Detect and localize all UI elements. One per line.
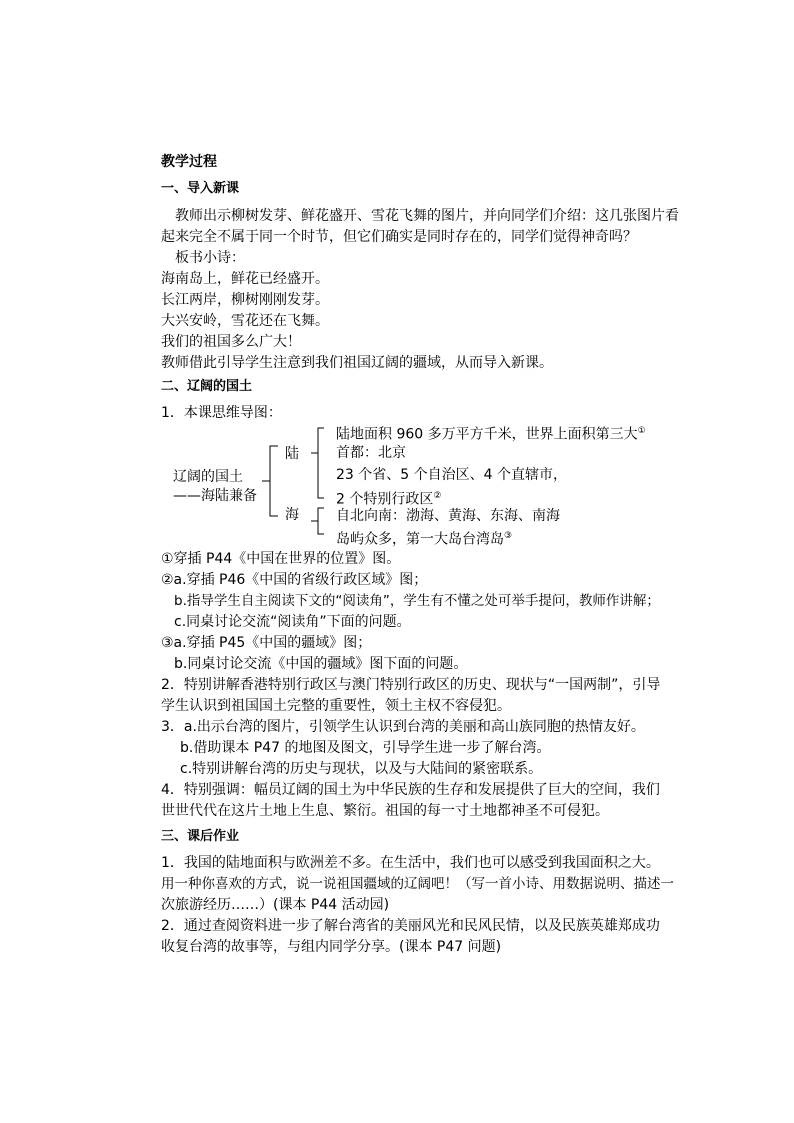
mindmap-land-item-4 xyxy=(336,487,441,509)
item2-line2: 学生认识到祖国国土完整的重要性，领土主权不容侵犯。 xyxy=(161,698,511,714)
section3-heading: 三、课后作业 xyxy=(161,829,240,844)
section1-intro-line1: 教师出示柳树发芽、鲜花盛开、雪花飞舞的图片，并向同学们介绍：这几张图片看 xyxy=(175,208,679,224)
land-footnote-1: ① xyxy=(637,426,646,436)
item3-b: b.借助课本 P47 的地图及图文，引导学生进一步了解台湾。 xyxy=(180,740,551,756)
item4-line2: 世世代代在这片土地上生息、繁衍。祖国的每一寸土地都神圣不可侵犯。 xyxy=(161,803,609,819)
item4-line1: 4．特别强调：幅员辽阔的国土为中华民族的生存和发展提供了巨大的空间，我们 xyxy=(161,782,660,798)
mindmap-sea-item-2 xyxy=(336,527,512,549)
mindmap-land-bracket xyxy=(318,428,324,498)
hw1-line1: 1．我国的陆地面积与欧洲差不多。在生活中，我们也可以感受到我国面积之大。 xyxy=(161,855,660,871)
page-title: 教学过程 xyxy=(161,154,217,170)
section1-heading: 一、导入新课 xyxy=(161,181,240,196)
section1-closing: 教师借此引导学生注意到我们祖国辽阔的疆域，从而导入新课。 xyxy=(161,355,553,371)
hw1-line2: 用一种你喜欢的方式，说一说祖国疆域的辽阔吧！（写一首小诗、用数据说明、描述一 xyxy=(161,876,674,892)
section1-intro-line2: 起来完全不属于同一个时节，但它们确实是同时存在的，同学们觉得神奇吗？ xyxy=(161,229,637,245)
poem-line-2: 长江两岸，柳树刚刚发芽。 xyxy=(161,292,329,308)
item3-c: c.特别讲解台湾的历史与现状，以及与大陆间的紧密联系。 xyxy=(180,761,543,777)
poem-line-3: 大兴安岭，雪花还在飞舞。 xyxy=(161,313,329,329)
note-3b: b.同桌讨论交流《中国的疆域》图下面的问题。 xyxy=(174,656,468,672)
sea-footnote: ③ xyxy=(504,531,513,541)
poem-title: 板书小诗： xyxy=(175,250,245,266)
note-2b: b.指导学生自主阅读下文的“阅读角”，学生有不懂之处可举手提问，教师作讲解； xyxy=(174,593,660,609)
hw2-line2: 收复台湾的故事等，与组内同学分享。(课本 P47 问题) xyxy=(161,939,502,955)
poem-line-1: 海南岛上，鲜花已经盛开。 xyxy=(161,271,329,287)
mindmap-land-item-1 xyxy=(336,422,646,444)
mindmap-land-label: 陆 xyxy=(285,446,299,462)
land-item-4-text: 2 个特别行政区 xyxy=(336,491,434,508)
land-footnote-2: ② xyxy=(433,491,442,501)
note-2c: c.同桌讨论交流“阅读角”下面的问题。 xyxy=(174,614,411,630)
item3-a: 3．a.出示台湾的图片，引领学生认识到台湾的美丽和高山族同胞的热情友好。 xyxy=(161,719,645,735)
mindmap-sea-item-1: 自北向南：渤海、黄海、东海、南海 xyxy=(336,508,560,524)
note-3a: ③a.穿插 P45《中国的疆域》图； xyxy=(161,635,372,651)
mindmap-land-item-2: 首都：北京 xyxy=(336,445,406,461)
note-1: ①穿插 P44《中国在世界的位置》图。 xyxy=(161,551,401,567)
mindmap-sea-label: 海 xyxy=(285,507,299,523)
mindmap-main-bracket xyxy=(270,446,278,516)
mindmap-land-item-3: 23 个省、5 个自治区、4 个直辖市， xyxy=(336,467,567,483)
item2-line1: 2．特别讲解香港特别行政区与澳门特别行政区的历史、现状与“一国两制”，引导 xyxy=(161,677,661,693)
mindmap-root-line2: ——海陆兼备 xyxy=(173,488,257,504)
hw2-line1: 2．通过查阅资料进一步了解台湾省的美丽风光和民风民情，以及民族英雄郑成功 xyxy=(161,918,660,934)
sea-item-2-text: 岛屿众多，第一大岛台湾岛 xyxy=(336,531,504,548)
section2-heading: 二、辽阔的国土 xyxy=(161,379,253,394)
poem-line-4: 我们的祖国多么广大！ xyxy=(161,334,301,350)
land-item-1-text: 陆地面积 960 多万平方千米，世界上面积第三大 xyxy=(336,426,638,443)
mindmap-sea-bracket xyxy=(318,508,324,534)
note-2a: ②a.穿插 P46《中国的省级行政区域》图； xyxy=(161,572,428,588)
mindmap-root-line1: 辽阔的国土 xyxy=(173,469,243,485)
hw1-line3: 次旅游经历……）(课本 P44 活动园) xyxy=(161,897,390,913)
mind-map xyxy=(170,420,690,550)
mindmap-title: 1．本课思维导图： xyxy=(161,405,282,421)
